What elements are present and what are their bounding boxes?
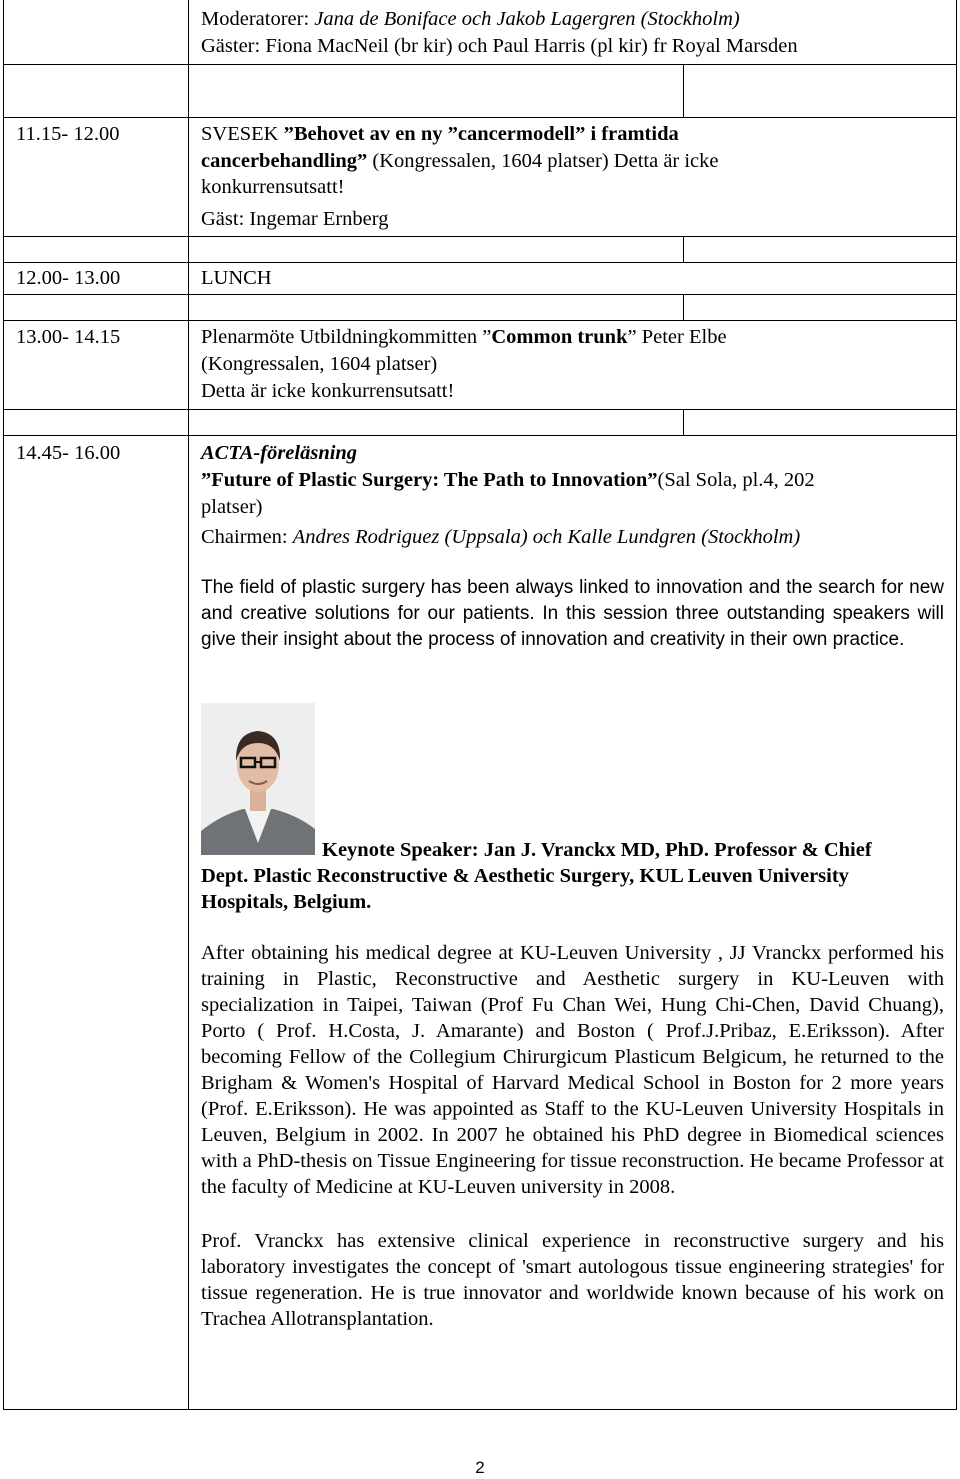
svesek-title: ”Behovet av en ny ”cancermodell” i framtida <box>283 123 679 145</box>
acta-venue: (Sal Sola, pl.4, 202 <box>657 469 815 491</box>
row-rule <box>3 409 957 410</box>
time-svesek: 11.15- 12.00 <box>16 123 120 145</box>
keynote-line-1: Keynote Speaker: Jan J. Vranckx MD, PhD. Professor & Chief <box>322 839 872 861</box>
table-border-bottom <box>3 1409 957 1410</box>
chairmen-label: Chairmen: <box>201 526 293 548</box>
acta-title-line <box>201 467 815 493</box>
time-plenar: 13.00- 14.15 <box>16 326 121 348</box>
plenar-prefix: Plenarmöte Utbildningkommitten ” <box>201 326 492 348</box>
lunch-label: LUNCH <box>201 267 272 289</box>
keynote-line-3: Hospitals, Belgium. <box>201 891 372 913</box>
column-divider <box>188 0 189 1410</box>
guests-line: Gäster: Fiona MacNeil (br kir) och Paul Harris (pl kir) fr Royal Marsden <box>201 35 798 57</box>
cell-divider <box>683 64 684 118</box>
moderators-label: Moderatorer: <box>201 8 315 30</box>
row-rule <box>3 435 957 436</box>
row-rule <box>3 64 957 65</box>
svesek-line-1 <box>201 121 679 147</box>
table-border-left <box>3 0 4 1410</box>
svesek-line-2 <box>201 148 719 174</box>
row-rule <box>3 117 957 118</box>
svesek-guest: Gäst: Ingemar Ernberg <box>201 208 389 230</box>
table-border-right <box>956 0 957 1410</box>
moderators-names: Jana de Boniface och Jakob Lagergren (Stockholm) <box>314 8 740 30</box>
cell-divider <box>683 236 684 263</box>
plenar-line-3: Detta är icke konkurrensutsatt! <box>201 380 455 402</box>
row-rule <box>3 320 957 321</box>
speaker-photo <box>201 703 315 855</box>
speaker-bio-1: After obtaining his medical degree at KU-Leuven University , JJ Vranckx performed his training in Plastic, Reconstructive and Aesthetic surgery in KU-Leuven with specialization in Taipei, Taiwan (Prof Fu Chan Wei, Hung Chi-Chen, David Chuang), Porto ( Prof. H.Costa, J. Amarante) and Boston ( Prof.J.Pribaz, E.Eriksson). After becoming Fellow of the Collegium Chirurgicum Plasticum Belgicum, he returned to the Brigham & Women's Hospital of Harvard Medical School in Boston for 2 more years (Prof. E.Eriksson). He was appointed as Staff to the KU-Leuven University Hospitals in Leuven, Belgium in 2002. In 2007 he obtained his PhD degree in Biomedical sciences with a PhD-thesis on Tissue Engineering for tissue reconstruction. He became Professor at the faculty of Medicine at KU-Leuven university in 2008. <box>201 942 944 1198</box>
row-rule <box>3 262 957 263</box>
plenar-title: Common trunk <box>491 326 628 348</box>
time-lunch: 12.00- 13.00 <box>16 267 121 289</box>
svesek-title-cont: cancerbehandling” <box>201 150 368 172</box>
chairmen-names: Andres Rodriguez (Uppsala) och Kalle Lundgren (Stockholm) <box>292 526 801 548</box>
svesek-venue: (Kongressalen, 1604 platser) Detta är icke <box>367 150 719 172</box>
speaker-bio-2: Prof. Vranckx has extensive clinical experience in reconstructive surgery and his laboratory investigates the concept of 'smart autologous tissue engineering strategies' for tissue regeneration. He is true innovator and worldwide known because of his work on Trachea Allotransplantation. <box>201 1230 944 1330</box>
acta-venue-cont: platser) <box>201 496 263 518</box>
cell-divider <box>683 409 684 436</box>
svesek-org: SVESEK <box>201 123 284 145</box>
acta-intro: The field of plastic surgery has been always linked to innovation and the search for new and creative solutions for our patients. In this session three outstanding speakers will give their insight about the process of innovation and creativity in their own practice. <box>201 577 944 650</box>
svesek-line-3: konkurrensutsatt! <box>201 176 345 198</box>
plenar-line-1 <box>201 324 727 350</box>
acta-heading: ACTA-föreläsning <box>201 442 358 464</box>
time-acta: 14.45- 16.00 <box>16 442 121 464</box>
plenar-suffix: ” Peter Elbe <box>627 326 727 348</box>
acta-title: ”Future of Plastic Surgery: The Path to Innovation” <box>201 469 658 491</box>
acta-chairmen <box>201 524 800 550</box>
plenar-line-2: (Kongressalen, 1604 platser) <box>201 353 438 375</box>
speaker-portrait-image <box>201 703 315 855</box>
cell-divider <box>683 294 684 321</box>
row-rule <box>3 294 957 295</box>
row-rule <box>3 236 957 237</box>
moderators-line <box>201 6 740 32</box>
page-number: 2 <box>475 1458 485 1477</box>
keynote-line-2: Dept. Plastic Reconstructive & Aesthetic Surgery, KUL Leuven University <box>201 865 849 887</box>
